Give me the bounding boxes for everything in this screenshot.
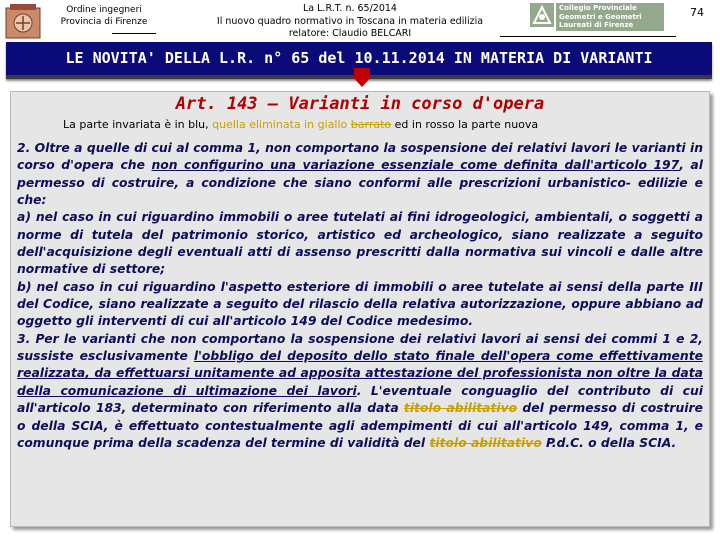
legend-strikethrough: barrato xyxy=(350,118,392,131)
p4-text-c: . L'eventuale conguaglio del contributo di cui all'articolo 183, determinato con riferimento alla data xyxy=(17,383,703,416)
down-arrow-icon xyxy=(351,75,373,87)
p4-text-g: P.d.C. o della SCIA. xyxy=(541,435,677,450)
article-panel xyxy=(10,91,710,527)
speaker: relatore: Claudio BELCARI xyxy=(288,28,412,39)
paragraph-letter-a: a) nel caso in cui riguardino immobili o aree tutelati ai fini idrogeologici, ambientali, o soggetti a norme di tutela del patrimonio storico, artistico ed archeologico, siano realizzate a seguito dell'acquisizione degli eventuali atti di assenso prescritti dalla normativa sui vincoli e dalle altre normative di settore; xyxy=(17,210,703,277)
p4-deleted-2: titolo abilitativo xyxy=(429,435,542,450)
p1-text-a: 2. Oltre a quelle di cui al comma 1, non comportano la sospensione dei relativi lavori le varianti in corso d'opera che xyxy=(17,141,703,173)
org-left-name xyxy=(44,4,164,28)
presentation-info xyxy=(205,3,495,41)
collegio-geometri-logo xyxy=(530,3,670,33)
legend-new: ed in rosso la parte nuova xyxy=(391,118,539,131)
paragraph-comma-2 xyxy=(17,140,703,209)
org-left-line2: Provincia di Firenze xyxy=(60,17,148,27)
p4-text-new: l'obbligo del deposito dello stato finale dell'opera come effettivamente realizzata, da effettuarsi unitamente ad apposita attestazione del professionista non oltre la data della comunicazione di ultimazione dei lavori xyxy=(17,349,703,398)
paragraph-comma-3 xyxy=(17,331,703,452)
p1-text-c: , al permesso di costruire, a condizione che siano conformi alle prescrizioni urbanistico- edilizie e che: xyxy=(17,158,703,208)
legend-unchanged: La parte invariata è in blu, xyxy=(63,118,213,131)
article-heading: Art. 143 – Varianti in corso d'opera xyxy=(175,94,545,114)
header-divider-right xyxy=(500,36,676,37)
page-number: 74 xyxy=(690,6,704,19)
ordine-ingegneri-logo xyxy=(4,2,42,40)
slide-title: LE NOVITA' DELLA L.R. n° 65 del 10.11.2014 IN MATERIA DI VARIANTI xyxy=(65,49,653,67)
presentation-subtitle: Il nuovo quadro normativo in Toscana in materia edilizia xyxy=(216,15,484,27)
legend-deleted: quella eliminata in giallo xyxy=(212,118,351,131)
p1-text-new: non configurino una variazione essenziale come definita dall'articolo 197 xyxy=(151,158,680,173)
article-text xyxy=(17,140,703,452)
color-legend xyxy=(63,118,703,131)
paragraph-letter-b: b) nel caso in cui riguardino l'aspetto esteriore di immobili o aree tutelate ai sensi della parte III del Codice, siano realizzate a seguito del rilascio della relativa autorizzazione, oppure abbiano ad oggetto gli interventi di cui all'articolo 149 del Codice medesimo. xyxy=(17,279,703,329)
p4-text-a: 3. Per le varianti che non comportano la sospensione dei relativi lavori ai sensi dei commi 1 e 2, sussiste esclusivamente xyxy=(17,331,703,364)
p4-text-e: del permesso di costruire o della SCIA, è effettuato contestualmente agli adempimenti di cui all'articolo 149, comma 1, e comunque prima della scadenza del termine di validità del xyxy=(17,401,703,450)
geometri-emblem-icon xyxy=(530,3,554,27)
p4-deleted-1: titolo abilitativo xyxy=(403,401,518,416)
slide-header xyxy=(0,0,720,42)
collegio-geometri-name: Collegio Provinciale Geometri e Geometri Laureati di Firenze xyxy=(556,3,664,31)
org-left-line1: Ordine ingegneri xyxy=(66,5,142,15)
law-title: La L.R.T. n. 65/2014 xyxy=(303,3,397,14)
header-divider-left xyxy=(112,33,156,34)
